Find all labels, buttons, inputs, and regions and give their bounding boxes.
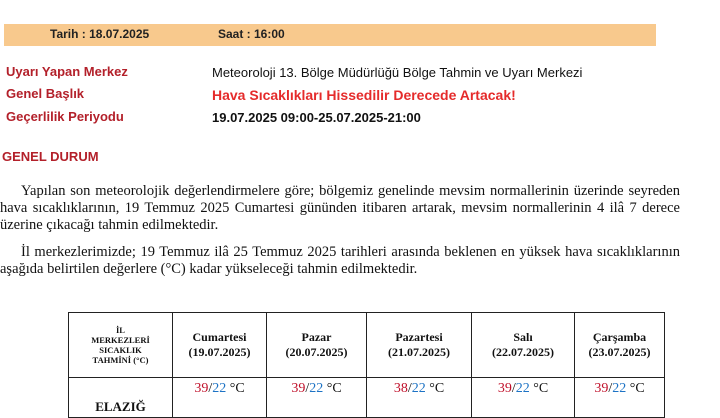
day-header-cell: Salı (22.07.2025) [472, 313, 575, 378]
temp-cell: 39/22 °C [472, 378, 575, 418]
section-title: GENEL DURUM [2, 149, 99, 164]
paragraph-2 [0, 244, 680, 278]
meta-row-title [0, 86, 720, 106]
temp-cell: 39/22 °C [173, 378, 267, 418]
meta-row-center [0, 64, 720, 84]
day-header-cell: Çarşamba (23.07.2025) [575, 313, 665, 378]
paragraph-1 [0, 183, 680, 234]
table-header-row [69, 313, 665, 378]
paragraph-2-text: İl merkezlerimizde; 19 Temmuz ilâ 25 Temmuz 2025 tarihleri arasında beklenen en yüksek hava sıcaklıklarının aşağıda belirtilen değerlere (°C) kadar yükseleceği tahmin edilmektedir. [0, 244, 680, 277]
day-header-cell: Pazartesi (21.07.2025) [367, 313, 472, 378]
issue-date: Tarih : 18.07.2025 [50, 27, 150, 41]
day-header-cell: Cumartesi (19.07.2025) [173, 313, 267, 378]
day-header-cell: Pazar (20.07.2025) [267, 313, 367, 378]
city-name: ELAZIĞ [69, 378, 173, 418]
temp-cell: 39/22 °C [267, 378, 367, 418]
center-label: Uyarı Yapan Merkez [6, 64, 128, 79]
center-value: Meteoroloji 13. Bölge Müdürlüğü Bölge Tahmin ve Uyarı Merkezi [212, 65, 583, 80]
city-header-cell: İL MERKEZLERİ SICAKLIK TAHMİNİ (°C) [69, 313, 173, 378]
validity-label: Geçerlilik Periyodu [6, 109, 124, 124]
temp-cell: 38/22 °C [367, 378, 472, 418]
issue-time: Saat : 16:00 [218, 27, 285, 41]
headline-value: Hava Sıcaklıkları Hissedilir Derecede Artacak! [212, 87, 516, 103]
date-time-bar [4, 24, 656, 46]
paragraph-1-text: Yapılan son meteorolojik değerlendirmelere göre; bölgemiz genelinde mevsim normallerinin üzerinde seyreden hava sıcaklıklarının, 19 Temmuz 2025 Cumartesi gününden itibaren artarak, mevsim normallerinin 4 ilâ 7 derece üzerine çıkacağı tahmin edilmektedir. [0, 183, 680, 233]
forecast-table [68, 312, 665, 418]
temp-cell: 39/22 °C [575, 378, 665, 418]
title-label: Genel Başlık [6, 86, 85, 101]
meta-row-validity [0, 109, 720, 129]
validity-value: 19.07.2025 09:00-25.07.2025-21:00 [212, 110, 421, 125]
table-row [69, 378, 665, 418]
